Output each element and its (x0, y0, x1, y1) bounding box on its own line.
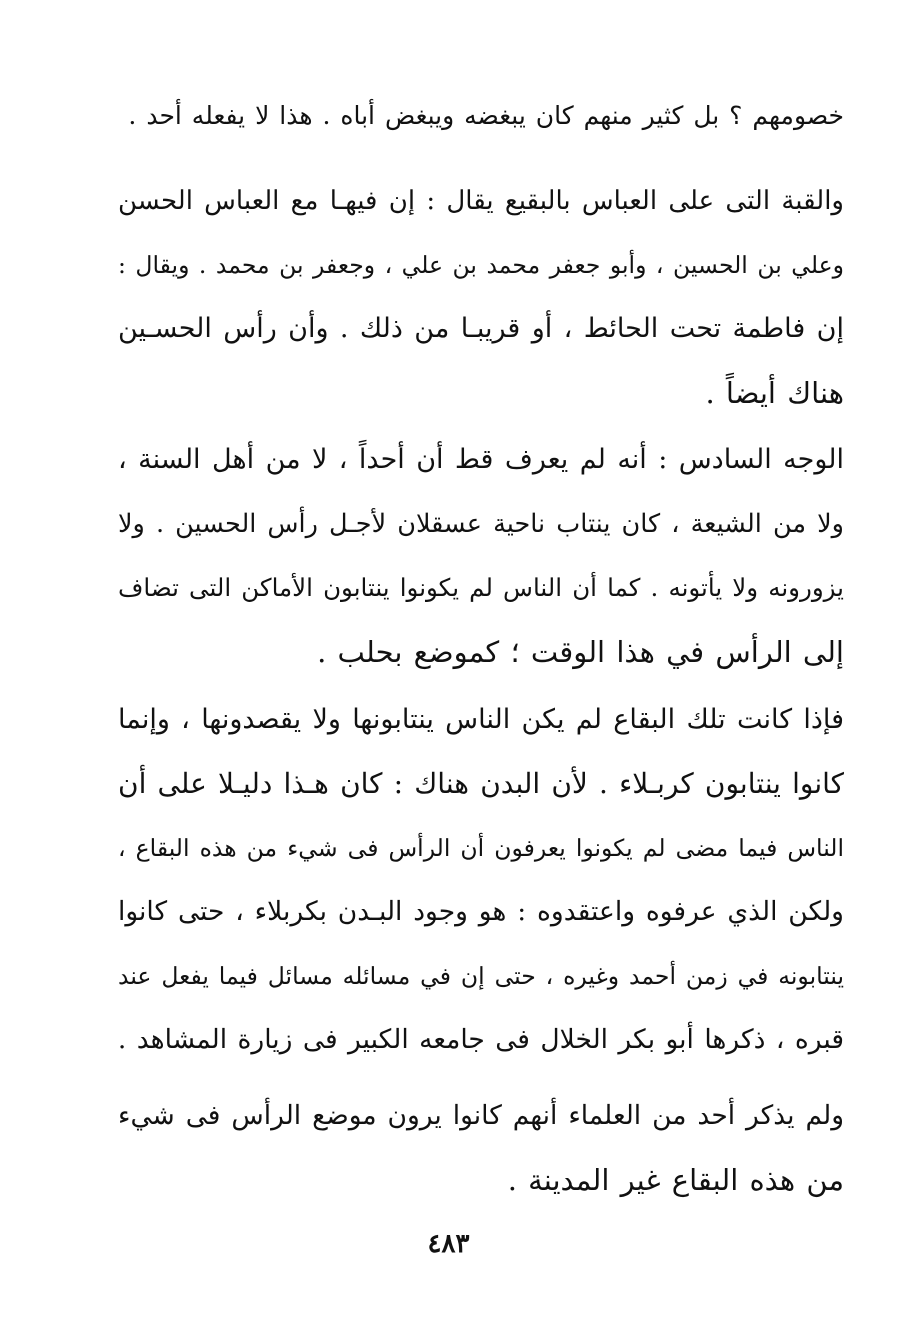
text-line: ولا من الشيعة ، كان ينتاب ناحية عسقلان لأجـل رأس الحسين . ولا (118, 509, 844, 539)
text-line: فإذا كانت تلك البقاع لم يكن الناس ينتابونها ولا يقصدونها ، وإنما (118, 704, 844, 735)
text-line: إلى الرأس في هذا الوقت ؛ كموضع بحلب . (317, 635, 844, 669)
text-line: إن فاطمة تحت الحائط ، أو قريبـا من ذلك . وأن رأس الحسـين (118, 313, 844, 344)
page-number: ٤٨٣ (427, 1229, 470, 1259)
text-line: من هذه البقاع غير المدينة . (507, 1163, 844, 1197)
text-line: والقبة التى على العباس بالبقيع يقال : إن فيهـا مع العباس الحسن (118, 186, 844, 216)
paragraph-3 (118, 688, 844, 1072)
text-line: الناس فيما مضى لم يكونوا يعرفون أن الرأس فى شيء من هذه البقاع ، (118, 834, 844, 862)
text-line: قبره ، ذكرها أبو بكر الخلال فى جامعه الكبير فى زيارة المشاهد . (117, 1024, 844, 1055)
paragraph-0 (118, 84, 844, 148)
text-line: ولكن الذي عرفوه واعتقدوه : هو وجود البـدن بكربلاء ، حتى كانوا (118, 896, 844, 927)
paragraph-2 (118, 428, 844, 684)
text-line: ولم يذكر أحد من العلماء أنهم كانوا يرون موضع الرأس فى شيء (118, 1100, 844, 1131)
text-line: ينتابونه في زمن أحمد وغيره ، حتى إن في مسائله مسائل فيما يفعل عند (118, 962, 844, 990)
paragraph-4 (118, 1084, 844, 1212)
text-line: وعلي بن الحسين ، وأبو جعفر محمد بن علي ، وجعفر بن محمد . ويقال : (118, 251, 844, 279)
text-line: يزورونه ولا يأتونه . كما أن الناس لم يكونوا ينتابون الأماكن التى تضاف (118, 573, 844, 602)
text-line: هناك أيضاً . (705, 376, 844, 410)
paragraph-1 (118, 169, 844, 425)
text-line: خصومهم ؟ بل كثير منهم كان يبغضه ويبغض أباه . هذا لا يفعله أحد . (128, 101, 844, 130)
text-line: كانوا ينتابون كربـلاء . لأن البدن هناك : كان هـذا دليـلا على أن (118, 767, 844, 800)
text-line: الوجه السادس : أنه لم يعرف قط أن أحداً ، لا من أهل السنة ، (118, 444, 844, 475)
